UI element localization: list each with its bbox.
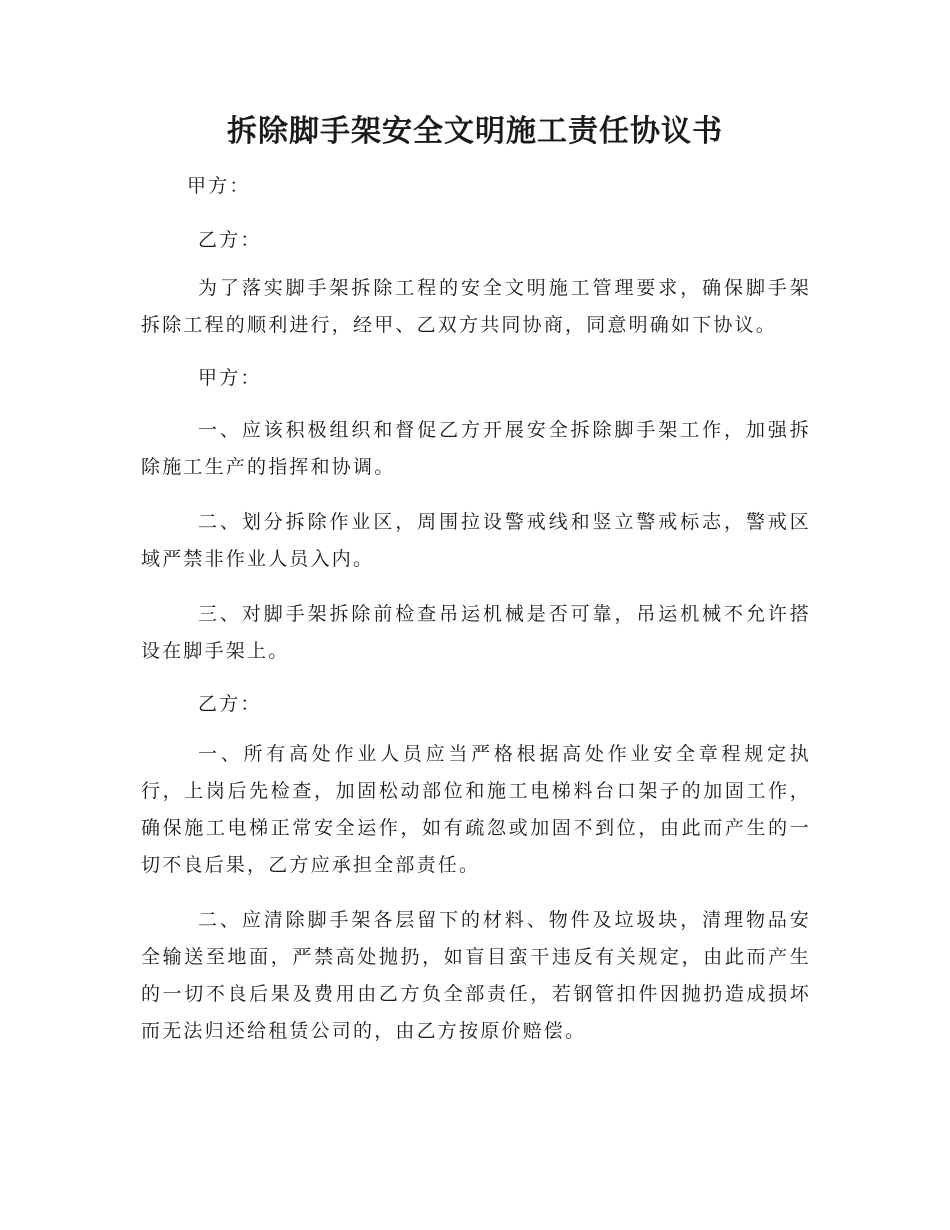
party-a-item-1: 一、应该积极组织和督促乙方开展安全拆除脚手架工作，加强拆除施工生产的指挥和协调。 (141, 419, 811, 478)
party-b-item-1: 一、所有高处作业人员应当严格根据高处作业安全章程规定执行，上岗后先检查，加固松动部位和施工电梯料台口架子的加固工作，确保施工电梯正常安全运作，如有疏忽或加固不到位，由此而产生的一切不良后果，乙方应承担全部责任。 (141, 743, 811, 876)
party-b-heading: 乙方： (198, 693, 262, 715)
party-a-heading: 甲方： (198, 367, 262, 389)
party-a-item-3: 三、对脚手架拆除前检查吊运机械是否可靠，吊运机械不允许搭设在脚手架上。 (141, 603, 811, 662)
document-title: 拆除脚手架安全文明施工责任协议书 (227, 114, 723, 149)
party-b-line: 乙方： (198, 229, 262, 251)
intro-paragraph: 为了落实脚手架拆除工程的安全文明施工管理要求，确保脚手架拆除工程的顺利进行，经甲、乙双方共同协商，同意明确如下协议。 (141, 277, 811, 336)
party-a-line: 甲方： (187, 175, 251, 197)
party-b-item-2: 二、应清除脚手架各层留下的材料、物件及垃圾块，清理物品安全输送至地面，严禁高处抛扔，如盲目蛮干违反有关规定，由此而产生的一切不良后果及费用由乙方负全部责任，若钢管扣件因抛扔造成损坏而无法归还给租赁公司的，由乙方按原价赔偿。 (141, 909, 811, 1042)
party-a-item-2: 二、划分拆除作业区，周围拉设警戒线和竖立警戒标志，警戒区域严禁非作业人员入内。 (141, 511, 811, 570)
